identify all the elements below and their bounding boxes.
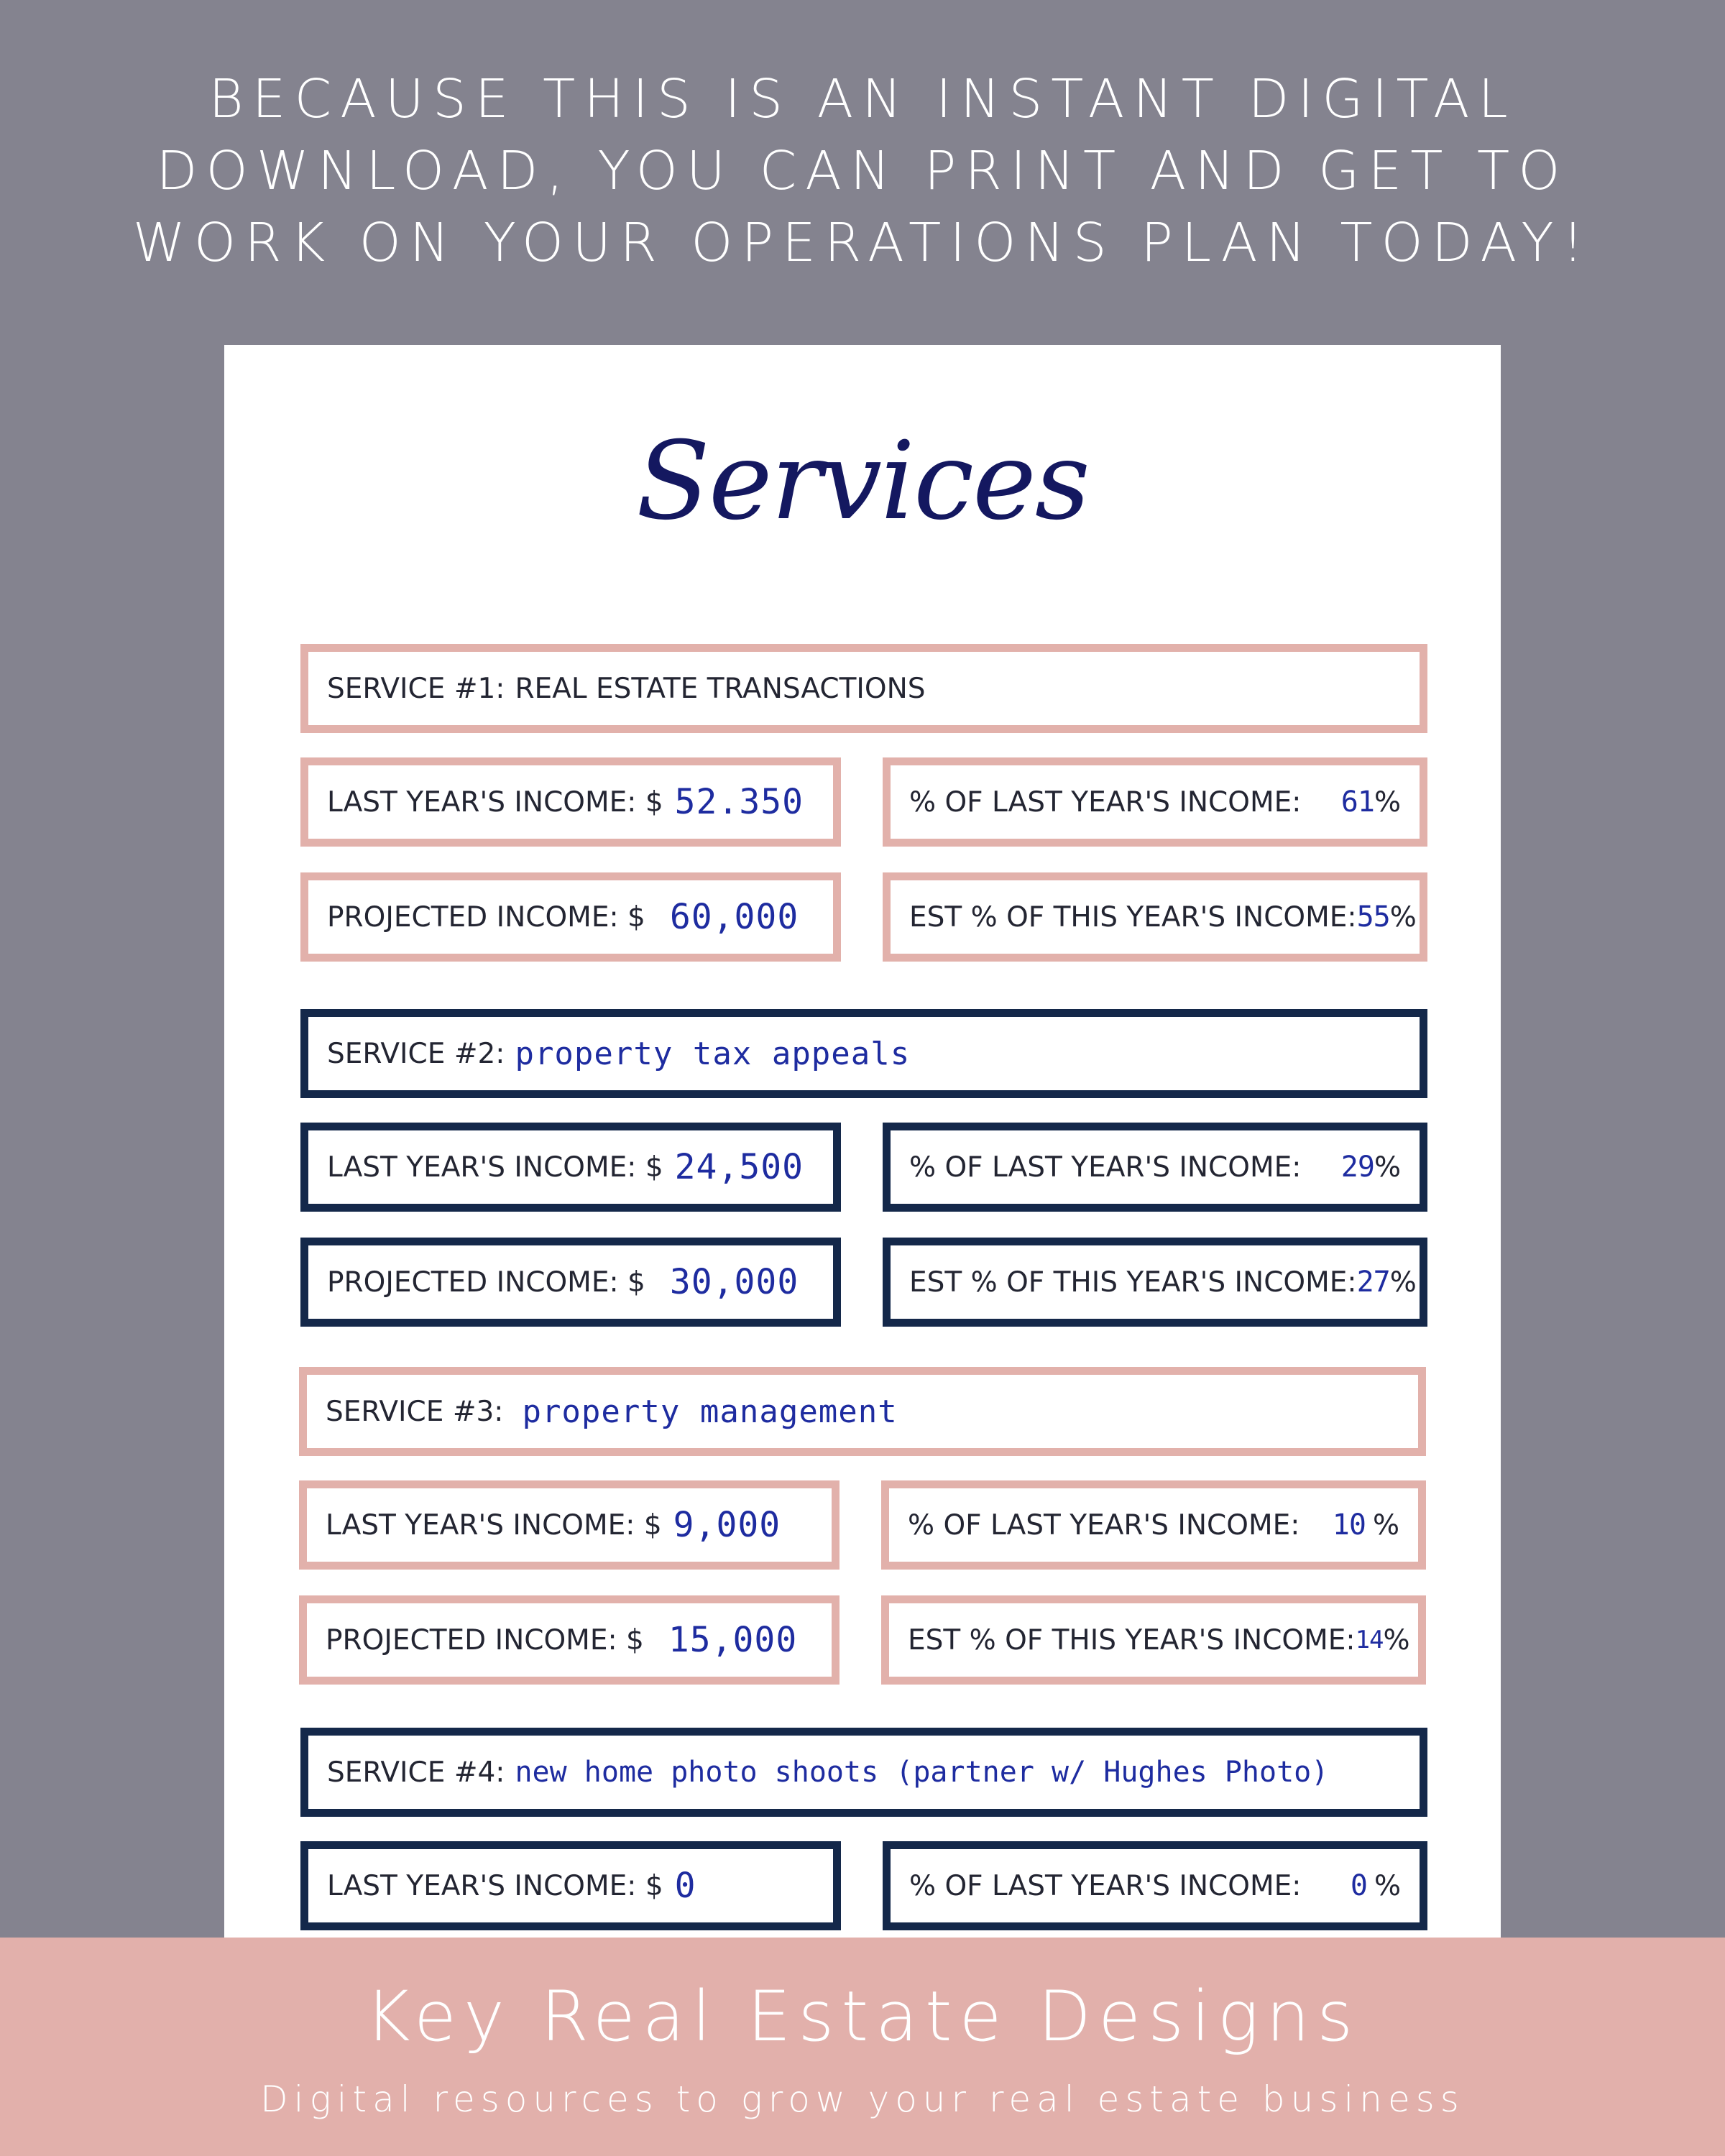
headline-line-1: BECAUSE THIS IS AN INSTANT DIGITAL <box>208 68 1517 130</box>
percent-sign: % <box>1374 1151 1401 1184</box>
service-3-name-field[interactable] <box>299 1367 1426 1456</box>
percent-sign: % <box>1389 900 1417 934</box>
service-1-pct-last-year-field[interactable] <box>883 757 1427 847</box>
service-1-projected-income-label: PROJECTED INCOME: $ <box>327 900 645 934</box>
service-4-last-year-income-value: 0 <box>674 1866 696 1906</box>
service-4-name-field[interactable] <box>300 1728 1427 1817</box>
percent-sign: % <box>1372 1508 1399 1542</box>
service-3-est-pct-field[interactable] <box>881 1595 1426 1685</box>
service-2-last-year-income-field[interactable] <box>300 1123 841 1212</box>
service-1-projected-income-field[interactable] <box>300 872 841 962</box>
service-4-label: SERVICE #4: <box>327 1756 505 1789</box>
service-3-projected-income-label: PROJECTED INCOME: $ <box>326 1623 644 1657</box>
percent-sign: % <box>1374 786 1401 819</box>
service-3-label: SERVICE #3: <box>326 1395 504 1428</box>
service-2-pct-last-year-label: % OF LAST YEAR'S INCOME: <box>909 1151 1302 1184</box>
promo-headline <box>0 63 1725 279</box>
headline-line-3: WORK ON YOUR OPERATIONS PLAN TODAY! <box>132 212 1593 274</box>
brand-name: Key Real Estate Designs <box>364 1976 1361 2057</box>
service-2-projected-income-label: PROJECTED INCOME: $ <box>327 1266 645 1299</box>
service-2-est-pct-field[interactable] <box>883 1238 1427 1327</box>
service-1-last-year-income-label: LAST YEAR'S INCOME: $ <box>327 786 663 819</box>
brand-tagline: Digital resources to grow your real estate business <box>260 2078 1465 2120</box>
service-3-last-year-income-value: 9,000 <box>673 1505 781 1545</box>
service-2-last-year-income-value: 24,500 <box>674 1147 804 1187</box>
service-3-projected-income-field[interactable] <box>299 1595 840 1685</box>
service-1-label: SERVICE #1: <box>327 672 505 705</box>
service-1-est-pct-label: EST % OF THIS YEAR'S INCOME: <box>909 900 1357 934</box>
service-4-last-year-income-field[interactable] <box>300 1841 841 1930</box>
service-2-est-pct-value: 27 <box>1356 1266 1390 1299</box>
service-2-name-field[interactable] <box>300 1009 1427 1098</box>
service-3-last-year-income-field[interactable] <box>299 1480 840 1570</box>
service-2-label: SERVICE #2: <box>327 1037 505 1070</box>
service-4-pct-last-year-label: % OF LAST YEAR'S INCOME: <box>909 1869 1302 1902</box>
service-4-name: new home photo shoots (partner w/ Hughes Photo) <box>515 1756 1329 1789</box>
service-1-name: REAL ESTATE TRANSACTIONS <box>515 672 926 705</box>
service-1-pct-last-year-value: 61 <box>1340 786 1374 819</box>
services-worksheet <box>224 345 1501 1938</box>
service-2-pct-last-year-field[interactable] <box>883 1123 1427 1212</box>
service-4-pct-last-year-value: 0 <box>1350 1869 1367 1902</box>
percent-sign: % <box>1374 1869 1401 1902</box>
service-2-projected-income-value: 30,000 <box>669 1262 799 1302</box>
service-2-est-pct-label: EST % OF THIS YEAR'S INCOME: <box>909 1266 1357 1299</box>
service-1-name-field[interactable] <box>300 644 1427 733</box>
worksheet-title: Services <box>636 419 1089 544</box>
service-1-pct-last-year-label: % OF LAST YEAR'S INCOME: <box>909 786 1302 819</box>
service-3-est-pct-label: EST % OF THIS YEAR'S INCOME: <box>908 1623 1356 1657</box>
service-4-last-year-income-label: LAST YEAR'S INCOME: $ <box>327 1869 663 1902</box>
service-3-pct-last-year-field[interactable] <box>881 1480 1426 1570</box>
headline-line-2: DOWNLOAD, YOU CAN PRINT AND GET TO <box>156 140 1569 202</box>
service-3-pct-last-year-value: 10 <box>1332 1508 1366 1542</box>
service-2-pct-last-year-value: 29 <box>1340 1151 1374 1184</box>
brand-footer <box>0 1938 1725 2156</box>
service-3-projected-income-value: 15,000 <box>668 1620 798 1660</box>
service-2-projected-income-field[interactable] <box>300 1238 841 1327</box>
service-4-pct-last-year-field[interactable] <box>883 1841 1427 1930</box>
service-3-name: property management <box>522 1393 898 1430</box>
service-1-last-year-income-field[interactable] <box>300 757 841 847</box>
service-3-est-pct-value: 14 <box>1355 1626 1384 1654</box>
service-2-name: property tax appeals <box>515 1035 911 1072</box>
service-3-last-year-income-label: LAST YEAR'S INCOME: $ <box>326 1508 662 1542</box>
service-1-projected-income-value: 60,000 <box>669 897 799 937</box>
percent-sign: % <box>1389 1266 1417 1299</box>
service-1-est-pct-field[interactable] <box>883 872 1427 962</box>
service-1-last-year-income-value: 52.350 <box>674 782 804 822</box>
service-1-est-pct-value: 55 <box>1356 900 1390 934</box>
service-2-last-year-income-label: LAST YEAR'S INCOME: $ <box>327 1151 663 1184</box>
percent-sign: % <box>1383 1623 1410 1657</box>
service-3-pct-last-year-label: % OF LAST YEAR'S INCOME: <box>908 1508 1300 1542</box>
